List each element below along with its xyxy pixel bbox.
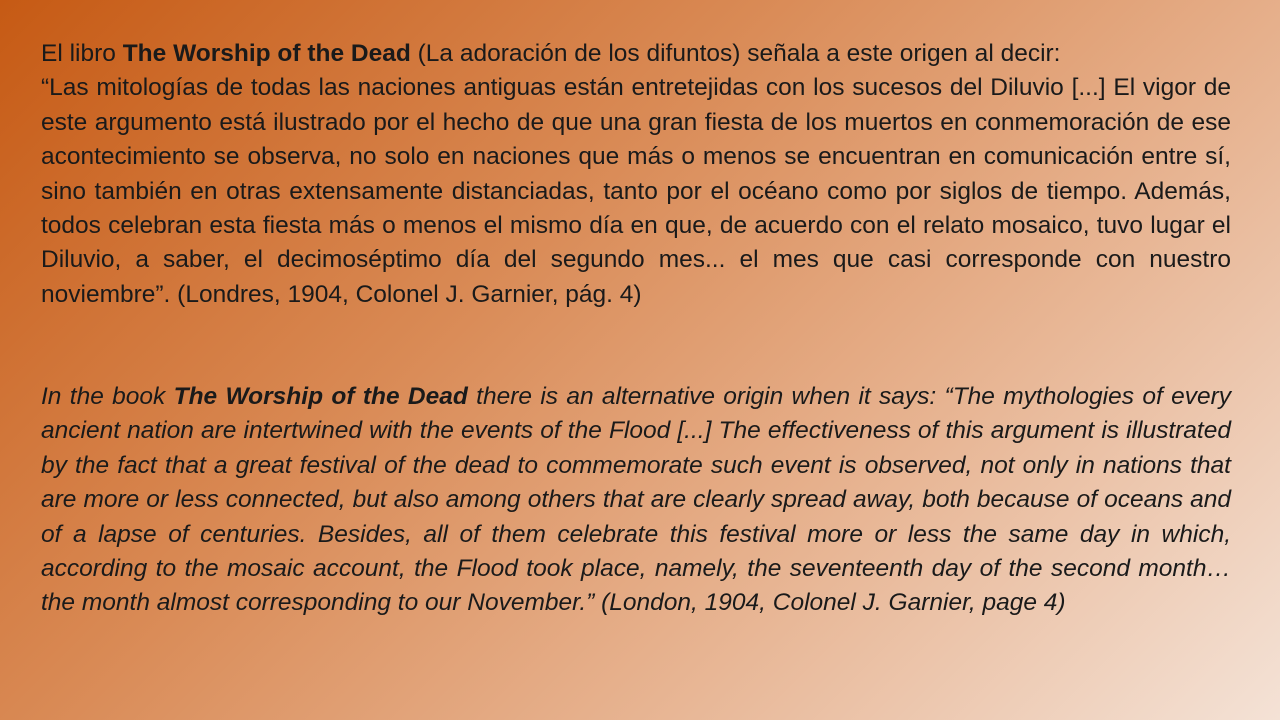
english-paragraph — [41, 380, 1231, 621]
spanish-citation: (Londres, 1904, Colonel J. Garnier, pág. 4) — [177, 280, 642, 308]
english-book-title: The Worship of the Dead — [173, 383, 468, 410]
spanish-book-title: The Worship of the Dead — [122, 40, 411, 67]
spanish-quote — [41, 71, 1231, 312]
english-text — [41, 380, 1231, 621]
english-intro-before: In the book — [41, 383, 174, 410]
spanish-paragraph — [41, 37, 1231, 312]
spanish-intro — [41, 37, 1231, 71]
spanish-intro-before: El libro — [41, 40, 123, 67]
spanish-quote-text: “Las mitologías de todas las naciones antiguas están entretejidas con los sucesos del Diluvio [...] El vigor de este argumento está ilustrado por el hecho de que una gran fiesta de los muertos en conmemoración de ese acontecimiento se observa, no solo en naciones que más o menos se encuentran en comunicación entre sí, sino también en otras extensamente distanciadas, tanto por el océano como por siglos de tiempo. Además, todos celebran esta fiesta más o menos el mismo día en que, de acuerdo con el relato mosaico, tuvo lugar el Diluvio, a saber, el decimoséptimo día del segundo mes... el mes que casi corresponde con nuestro noviembre”. — [41, 74, 1231, 308]
spanish-intro-after: (La adoración de los difuntos) señala a este origen al decir: — [410, 40, 1061, 67]
english-text-after: there is an alternative origin when it says: “The mythologies of every ancient nation are intertwined with the events of the Flood [...] The effectiveness of this argument is illustrated by the fact that a great festival of the dead to commemorate such event is observed, not only in nations that are more or less connected, but also among others that are clearly spread away, both because of oceans and of a lapse of centuries. Besides, all of them celebrate this festival more or less the same day in which, according to the mosaic account, the Flood took place, namely, the seventeenth day of the second month… the month almost corresponding to our November.” (London, 1904, Colonel J. Garnier, page 4) — [41, 383, 1231, 617]
